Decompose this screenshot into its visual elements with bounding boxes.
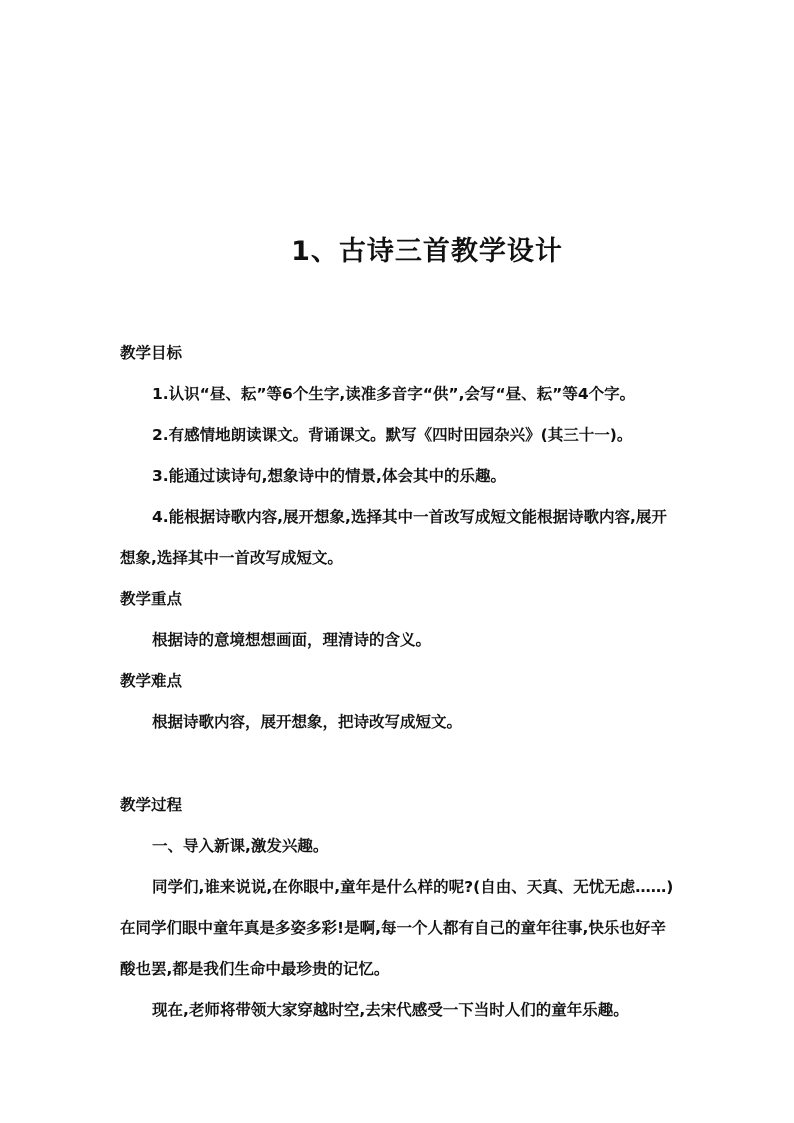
objective-item-1: 1.认识“昼、耘”等6个生字,读准多音字“供”,会写“昼、耘”等4个字。 (152, 385, 636, 403)
objective-item-2: 2.有感情地朗读课文。背诵课文。默写《四时田园杂兴》(其三十一)。 (152, 426, 633, 444)
key-points-heading: 教学重点 (120, 590, 183, 608)
process-heading: 教学过程 (120, 796, 183, 814)
process-paragraph-3: 现在,老师将带领大家穿越时空,去宋代感受一下当时人们的童年乐趣。 (152, 1001, 629, 1019)
key-points-text: 根据诗的意境想想画面，理清诗的含义。 (152, 631, 432, 649)
document-body (120, 333, 680, 1031)
process-paragraph-2: 同学们,谁来说说,在你眼中,童年是什么样的呢?(自由、天真、无忧无虑……)在同学们眼中童年真是多姿多彩!是啊,每一个人都有自己的童年往事,快乐也好辛酸也罢,都是我们生命中最珍贵的记忆。 (120, 878, 674, 978)
document-title: 1、古诗三首教学设计 (291, 236, 563, 267)
objectives-heading: 教学目标 (120, 344, 183, 362)
objective-item-4: 4.能根据诗歌内容,展开想象,选择其中一首改写成短文能根据诗歌内容,展开想象,选择其中一首改写成短文。 (120, 508, 667, 567)
objective-item-3: 3.能通过读诗句,想象诗中的情景,体会其中的乐趣。 (152, 467, 506, 485)
difficulties-text: 根据诗歌内容，展开想象，把诗改写成短文。 (152, 713, 463, 731)
difficulties-heading: 教学难点 (120, 672, 183, 690)
process-paragraph-1: 一、导入新课,激发兴趣。 (152, 837, 329, 855)
section-spacer (120, 743, 680, 785)
